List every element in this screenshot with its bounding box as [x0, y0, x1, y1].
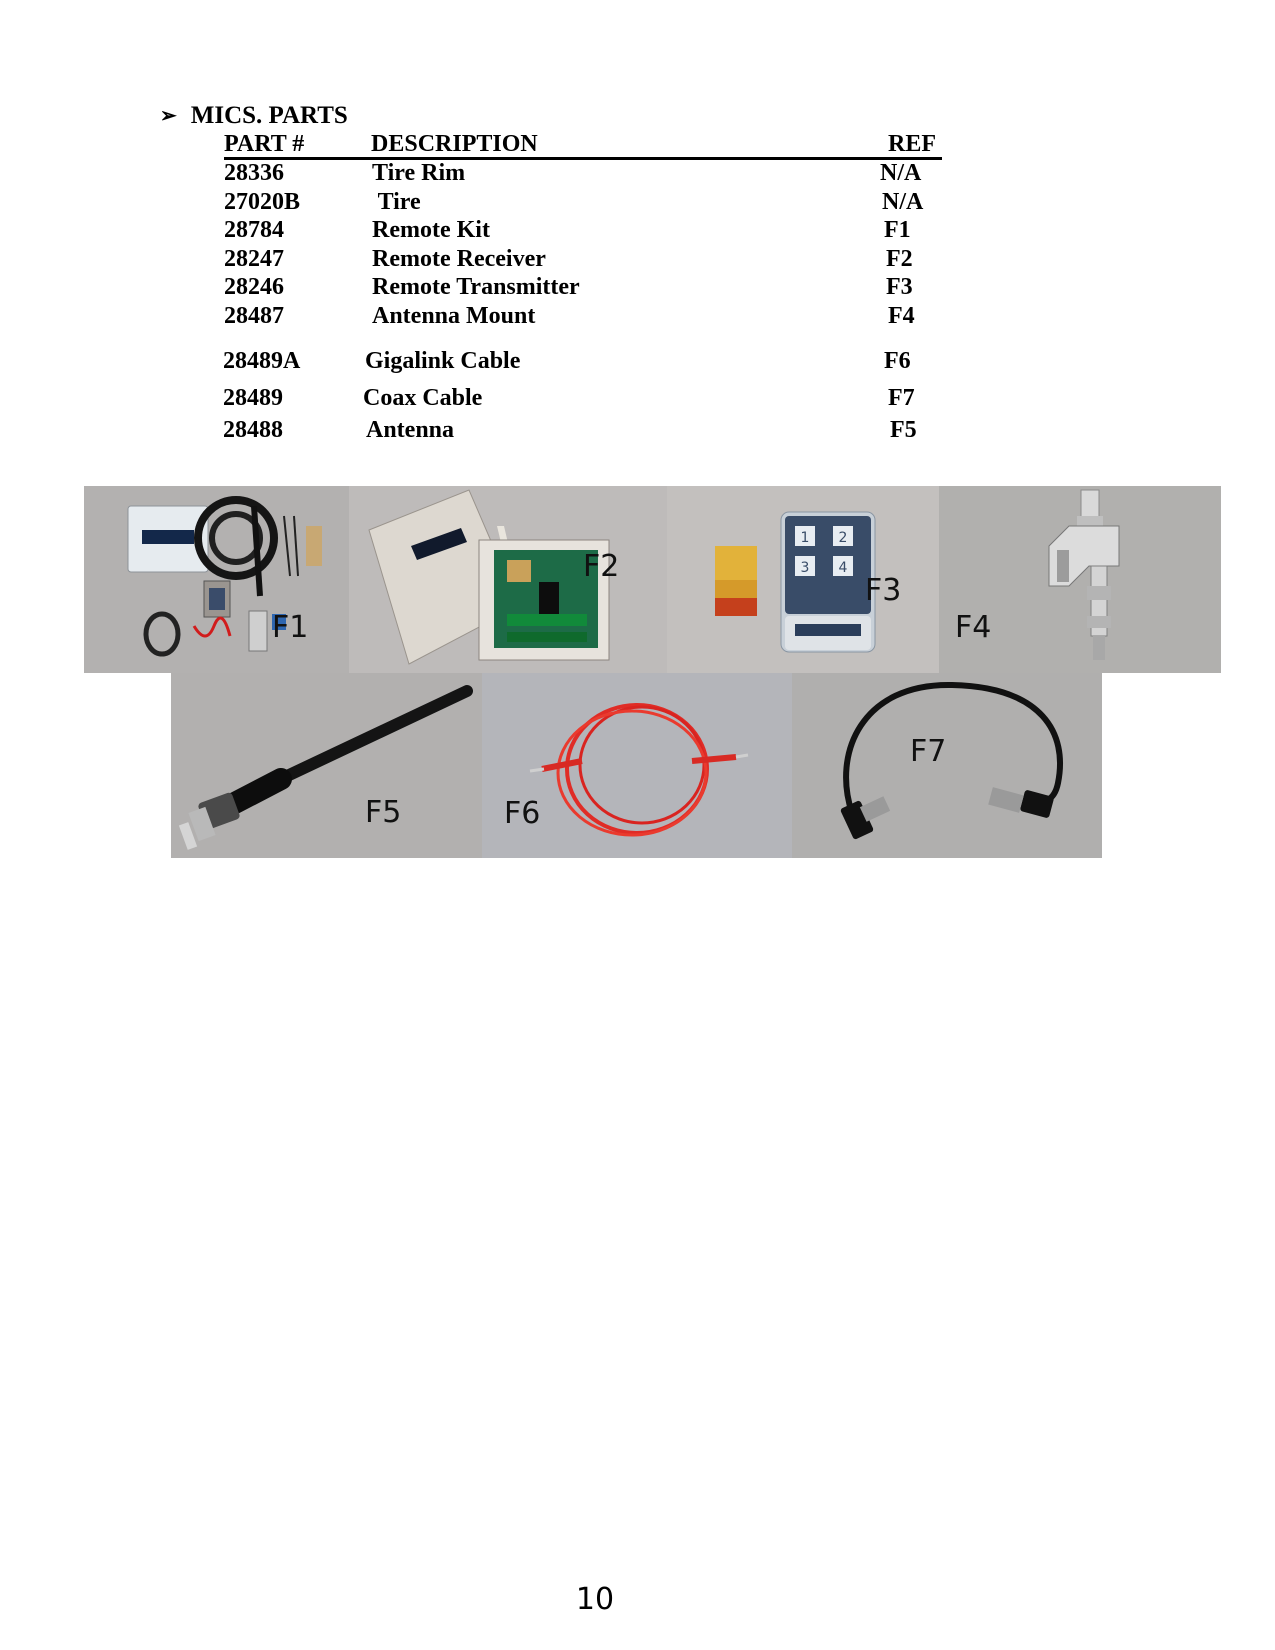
- part-description: Gigalink Cable: [365, 348, 521, 374]
- part-ref: N/A: [880, 160, 922, 186]
- keypad-key-4: 4: [838, 560, 848, 576]
- header-ref: REF: [888, 131, 936, 157]
- photo-label-f5: F5: [365, 795, 402, 830]
- part-number: 28247: [224, 246, 284, 272]
- photo-remote-kit: [84, 486, 349, 673]
- part-number: 28336: [224, 160, 284, 186]
- photo-gigalink-cable: [482, 673, 792, 858]
- table-row: [0, 384, 1000, 412]
- photo-coax-cable: [792, 673, 1102, 858]
- photo-label-f1: F1: [272, 610, 309, 645]
- part-description: Tire: [372, 189, 421, 215]
- part-description: Antenna Mount: [372, 303, 536, 329]
- table-row: [0, 159, 1000, 187]
- table-row: [0, 302, 1000, 330]
- photo-antenna: [171, 673, 482, 858]
- part-ref: N/A: [882, 189, 924, 215]
- page-number: 10: [575, 1582, 615, 1617]
- part-ref: F1: [884, 217, 911, 243]
- part-number: 28489A: [223, 348, 301, 374]
- part-ref: F6: [884, 348, 911, 374]
- part-number: 27020B: [224, 189, 301, 215]
- part-number: 28246: [224, 274, 284, 300]
- part-number: 28489: [223, 385, 283, 411]
- photo-remote-transmitter: [667, 486, 939, 673]
- part-description: Remote Kit: [372, 217, 490, 243]
- part-ref: F7: [888, 385, 915, 411]
- part-description: Coax Cable: [363, 385, 483, 411]
- photo-label-f3: F3: [865, 573, 902, 608]
- part-ref: F3: [886, 274, 913, 300]
- part-ref: F4: [888, 303, 915, 329]
- remote-kit-image: [84, 486, 349, 673]
- table-row: [0, 245, 1000, 273]
- part-description: Remote Transmitter: [372, 274, 580, 300]
- table-row: [0, 188, 1000, 216]
- part-ref: F2: [886, 246, 913, 272]
- photo-label-f6: F6: [504, 796, 541, 831]
- photo-label-f7: F7: [910, 734, 947, 769]
- section-title: MICS. PARTS: [190, 102, 348, 129]
- header-description: DESCRIPTION: [371, 131, 538, 157]
- photo-label-f2: F2: [583, 549, 620, 584]
- part-ref: F5: [890, 417, 917, 443]
- keypad-key-1: 1: [800, 530, 810, 546]
- part-number: 28488: [223, 417, 283, 443]
- part-number: 28487: [224, 303, 284, 329]
- table-row: [0, 273, 1000, 301]
- photo-label-f4: F4: [955, 610, 992, 645]
- coax-cable-image: [792, 673, 1102, 858]
- antenna-image: [171, 673, 482, 858]
- photo-remote-receiver: [349, 486, 667, 673]
- section-heading: [160, 102, 348, 130]
- part-description: Remote Receiver: [372, 246, 546, 272]
- table-row: [0, 216, 1000, 244]
- part-description: Tire Rim: [372, 160, 466, 186]
- part-description: Antenna: [366, 417, 455, 443]
- header-part-number: PART #: [224, 131, 305, 157]
- table-row: [0, 347, 1000, 375]
- keypad-key-2: 2: [838, 530, 848, 546]
- table-row: [0, 416, 1000, 444]
- photo-antenna-mount: [939, 486, 1221, 673]
- keypad-key-3: 3: [800, 560, 810, 576]
- arrow-bullet-icon: ➢: [160, 105, 177, 127]
- part-number: 28784: [224, 217, 284, 243]
